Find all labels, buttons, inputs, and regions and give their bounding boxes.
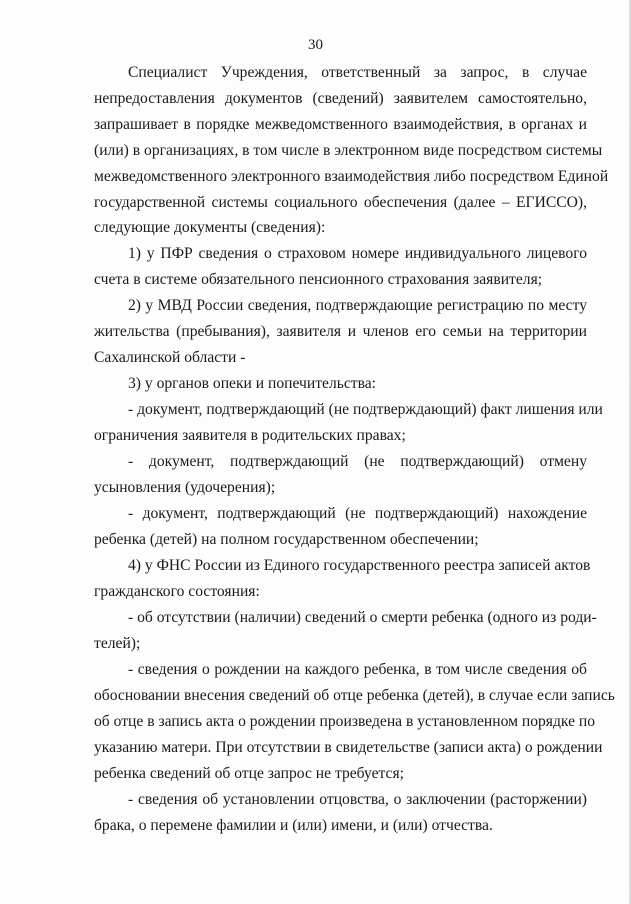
text-line: - документ, подтверждающий (не подтверждающий) факт лишения или: [128, 401, 603, 418]
text-line: ограничения заявителя в родительских правах;: [94, 427, 406, 444]
text-line: - документ, подтверждающий (не подтверждающий) отмену: [128, 453, 587, 470]
text-line: обосновании внесения сведений об отце ребенка (детей), в случае если запись: [94, 687, 615, 704]
page-number: 30: [308, 37, 323, 53]
text-line: 1) у ПФР сведения о страховом номере индивидуального лицевого: [128, 245, 587, 262]
text-line: государственной системы социального обеспечения (далее – ЕГИССО),: [94, 194, 587, 211]
text-line: ребенка сведений об отце запрос не требуется;: [94, 765, 404, 782]
text-line: 4) у ФНС России из Единого государственного реестра записей актов: [128, 557, 591, 574]
text-line: запрашивает в порядке межведомственного взаимодействия, в органах и: [94, 116, 587, 133]
text-line: брака, о перемене фамилии и (или) имени, и (или) отчества.: [94, 817, 493, 834]
text-line: жительства (пребывания), заявителя и членов его семьи на территории: [94, 323, 587, 340]
text-line: - об отсутствии (наличии) сведений о смерти ребенка (одного из роди-: [128, 609, 597, 626]
text-line: телей);: [94, 635, 141, 652]
text-line: - сведения об установлении отцовства, о заключении (расторжении): [128, 791, 587, 808]
text-line: Сахалинской области -: [94, 349, 246, 366]
text-line: счета в системе обязательного пенсионного страхования заявителя;: [94, 271, 543, 288]
text-line: указанию матери. При отсутствии в свидетельстве (записи акта) о рождении: [94, 739, 603, 756]
text-line: - сведения о рождении на каждого ребенка, в том числе сведения об: [128, 661, 587, 678]
text-line: межведомственного электронного взаимодействия либо посредством Единой: [94, 168, 609, 185]
text-line: непредоставления документов (сведений) заявителем самостоятельно,: [94, 90, 587, 107]
text-line: об отце в запись акта о рождении произведена в установленном порядке по: [94, 713, 596, 730]
text-line: Специалист Учреждения, ответственный за запрос, в случае: [128, 64, 587, 81]
text-line: - документ, подтверждающий (не подтверждающий) нахождение: [128, 505, 587, 522]
text-line: 3) у органов опеки и попечительства:: [128, 375, 377, 392]
text-line: следующие документы (сведения):: [94, 219, 326, 236]
text-line: усыновления (удочерения);: [94, 479, 276, 496]
text-line: 2) у МВД России сведения, подтверждающие регистрацию по месту: [128, 297, 587, 314]
text-line: ребенка (детей) на полном государственном обеспечении;: [94, 531, 479, 548]
text-line: (или) в организациях, в том числе в электронном виде посредством системы: [94, 142, 603, 159]
text-line: гражданского состояния:: [94, 583, 260, 600]
